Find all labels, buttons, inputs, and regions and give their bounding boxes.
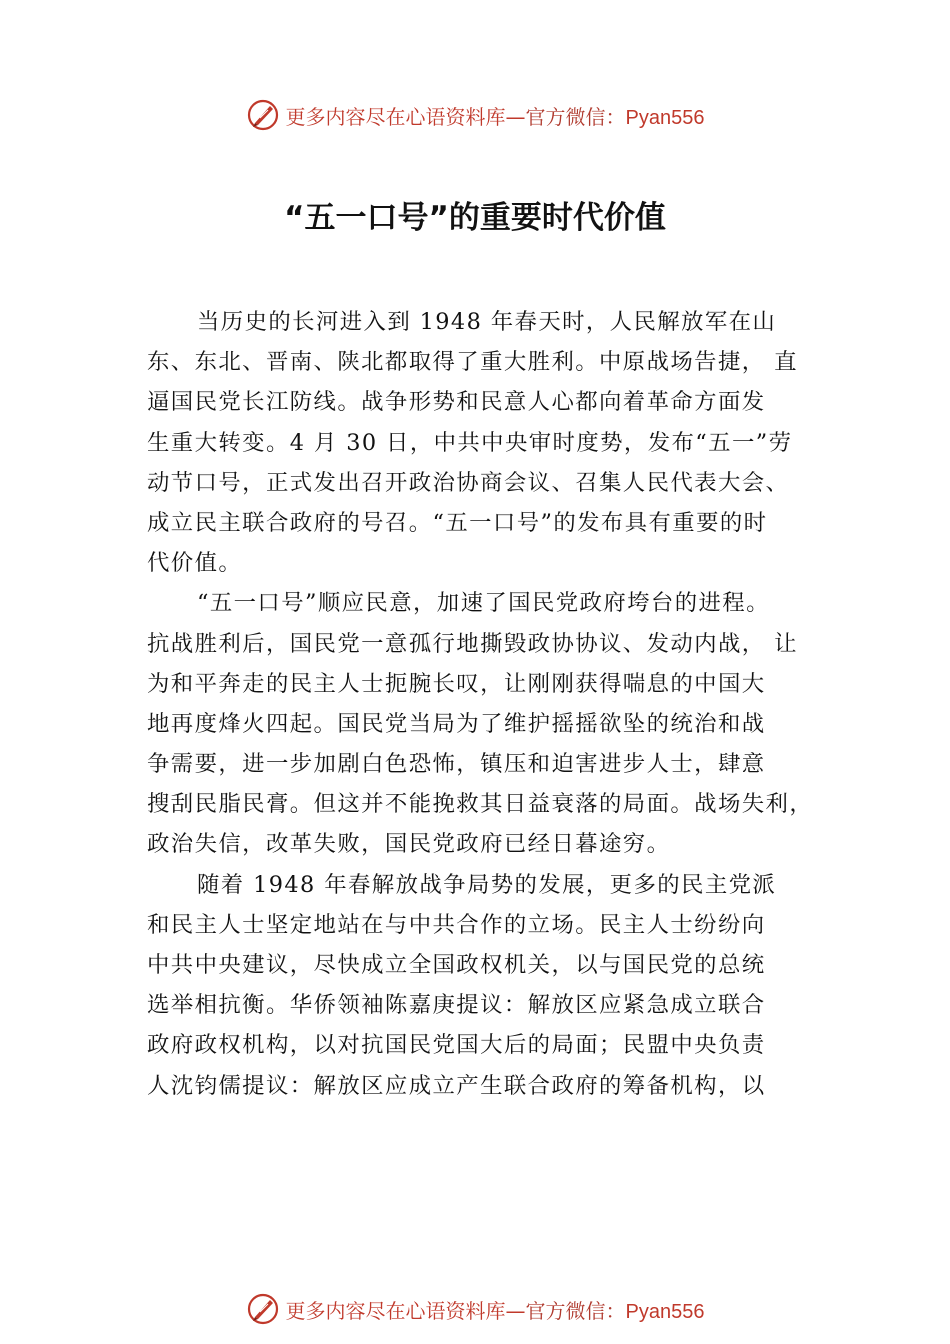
- header-site-text: 更多内容尽在心语资料库—: [285, 104, 526, 129]
- text-line: 东、东北、晋南、陕北都取得了重大胜利。中原战场告捷， 直: [147, 349, 798, 376]
- text-line: 生重大转变。4 月 30 日，中共中央审时度势，发布“五一”劳: [147, 429, 793, 456]
- text-line: 抗战胜利后，国民党一意孤行地撕毁政协协议、发动内战， 让: [147, 630, 798, 657]
- footer-wechat-label: 官方微信：: [525, 1298, 626, 1323]
- header-banner-text: [286, 101, 705, 130]
- document-title: “五一口号”的重要时代价值: [284, 200, 666, 236]
- footer-site-text: 更多内容尽在心语资料库—: [285, 1298, 526, 1323]
- text-line: 为和平奔走的民主人士扼腕长叹，让刚刚获得喘息的中国大: [147, 670, 766, 697]
- text-line: 争需要，进一步加剧白色恐怖，镇压和迫害进步人士，肆意: [147, 751, 766, 778]
- text-line: 随着 1948 年春解放战争局势的发展，更多的民主党派: [197, 871, 777, 898]
- text-line: 人沈钧儒提议：解放区应成立产生联合政府的筹备机构，以: [147, 1072, 766, 1099]
- footer-wechat-id: Pyan556: [625, 1300, 705, 1323]
- text-line: 当历史的长河进入到 1948 年春天时，人民解放军在山: [197, 309, 777, 335]
- text-line: 逼国民党长江防线。战争形势和民意人心都向着革命方面发: [147, 389, 766, 416]
- quill-pen-seal-icon: [246, 98, 280, 132]
- footer-banner-text: [286, 1295, 705, 1324]
- quill-pen-seal-icon: [246, 1292, 280, 1326]
- header-wechat-id: Pyan556: [625, 106, 705, 129]
- text-line: 和民主人士坚定地站在与中共合作的立场。民主人士纷纷向: [147, 911, 766, 938]
- text-line: “五一口号”顺应民意，加速了国民党政府垮台的进程。: [197, 590, 770, 617]
- header-wechat-label: 官方微信：: [525, 104, 626, 129]
- text-line: 代价值。: [147, 550, 243, 577]
- document-body: [147, 302, 819, 1106]
- text-line: 政治失信，改革失败，国民党政府已经日暮途穷。: [147, 831, 671, 858]
- header-banner: [0, 95, 950, 135]
- text-line: 选举相抗衡。华侨领袖陈嘉庚提议：解放区应紧急成立联合: [147, 992, 766, 1019]
- text-line: 成立民主联合政府的号召。“五一口号”的发布具有重要的时: [147, 509, 768, 536]
- text-line: 政府政权机构，以对抗国民党国大后的局面；民盟中央负责: [147, 1032, 766, 1059]
- text-line: 搜刮民脂民膏。但这并不能挽救其日益衰落的局面。战场失利，: [147, 791, 814, 818]
- text-line: 动节口号，正式发出召开政治协商会议、召集人民代表大会、: [147, 469, 790, 496]
- footer-banner: [0, 1289, 950, 1329]
- text-line: 中共中央建议，尽快成立全国政权机关，以与国民党的总统: [147, 952, 766, 978]
- text-line: 地再度烽火四起。国民党当局为了维护摇摇欲坠的统治和战: [147, 710, 766, 737]
